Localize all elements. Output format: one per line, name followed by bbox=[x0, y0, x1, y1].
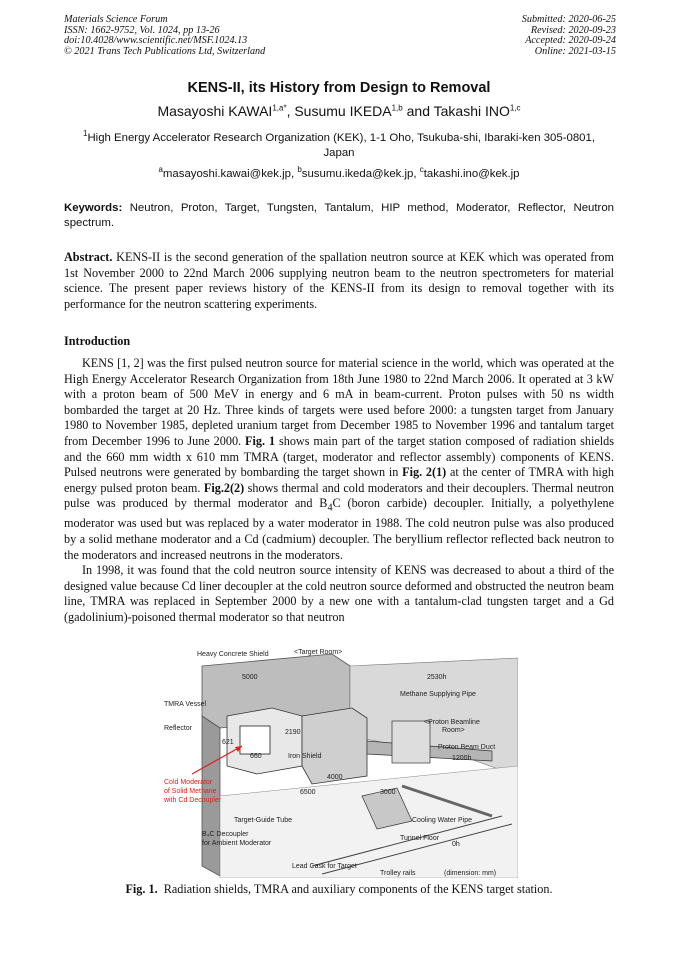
author-sep: , bbox=[286, 103, 295, 119]
paper-title: KENS-II, its History from Design to Removal bbox=[187, 80, 491, 96]
keywords bbox=[64, 201, 614, 231]
label-dim-2530h: 2530h bbox=[427, 674, 447, 681]
label-cooling-pipe: Cooling Water Pipe bbox=[412, 817, 473, 824]
label-cold-moderator: Cold Moderator bbox=[164, 779, 213, 786]
label-dim-0h: 0h bbox=[452, 841, 460, 848]
label-b4c: B₄C Decoupler bbox=[202, 831, 249, 838]
email-sup: c bbox=[419, 165, 424, 175]
keywords-text: Neutron, Proton, Target, Tungsten, Tantalum, HIP method, Moderator, Reflector, Neutron spectrum. bbox=[64, 202, 614, 229]
author-sup: 1,c bbox=[509, 103, 521, 113]
author-sup: 1,b bbox=[391, 103, 403, 113]
abstract-text: KENS-II is the second generation of the spallation neutron source at KEK which was operated from 1st November 2000 to 22nd March 2006 supplying neutron beam to the neutron spectrometers for material science. The present paper reviews history of the KENS-II from its design to removal together with its performance for the neutron scattering experiments. bbox=[64, 250, 614, 311]
label-dim-5000: 5000 bbox=[242, 674, 258, 681]
section-heading: Introduction bbox=[64, 334, 131, 348]
intro-text-run: 4 bbox=[327, 502, 333, 514]
email-sep: , bbox=[413, 168, 420, 180]
figure-reference: Fig.2(2) bbox=[203, 480, 245, 495]
abstract bbox=[64, 250, 614, 312]
label-dim-3000: 3000 bbox=[380, 789, 396, 796]
intro-text-run: at the center of TMRA with high energy pulsed proton beam. bbox=[64, 465, 614, 495]
shield-side-shape bbox=[202, 716, 220, 876]
affiliation-text: High Energy Accelerator Research Organization (KEK), 1-1 Oho, Tsukuba-shi, Ibaraki-ken 305-0801, Japan bbox=[87, 132, 596, 159]
journal-copyright: © 2021 Trans Tech Publications Ltd, Switzerland bbox=[64, 45, 266, 57]
label-beamline-room: Room> bbox=[442, 727, 465, 734]
label-tunnel-floor: Tunnel Floor bbox=[400, 835, 440, 842]
target-station-diagram bbox=[162, 646, 518, 878]
label-methane-pipe: Methane Supplying Pipe bbox=[400, 691, 476, 698]
intro-text-run: In 1998, it was found that the cold neutron source intensity of KENS was decreased to about a third of the designed value because Cd liner decoupler at the cold neutron source deformed and obstructed the neutron beam line, TMRA was replaced in September 2000 by a new one with a tantalum-clad tungsten target and a Gd (gadolinium)-poisoned thermal moderator so that neutron bbox=[64, 563, 614, 624]
intro-paragraph bbox=[64, 563, 614, 625]
label-lead-cask: Lead Cask for Target bbox=[292, 863, 357, 870]
intro-text-run: shows thermal and cold moderators and their decouplers. Thermal neutron pulse was produced by thermal moderator and B bbox=[64, 480, 614, 511]
author-name: Masayoshi KAWAI bbox=[157, 103, 273, 119]
author-name: Takashi INO bbox=[433, 103, 510, 119]
date-online: Online: 2021-03-15 bbox=[534, 45, 616, 57]
author-name: Susumu IKEDA bbox=[294, 103, 392, 119]
label-b4c: for Ambient Moderator bbox=[202, 840, 272, 847]
reflector-shape bbox=[240, 726, 270, 754]
affiliation-sup: 1 bbox=[82, 129, 88, 139]
figure-1 bbox=[162, 646, 518, 878]
label-heavy-concrete: Heavy Concrete Shield bbox=[197, 651, 269, 658]
iron-shield-shape bbox=[302, 708, 367, 784]
author-list bbox=[0, 103, 678, 119]
date-revised: Revised: 2020-09-23 bbox=[530, 24, 616, 36]
label-guide-tube: Target-Guide Tube bbox=[234, 817, 292, 824]
label-dim-6500: 6500 bbox=[300, 789, 316, 796]
email-sep: , bbox=[290, 168, 298, 180]
email-list bbox=[0, 165, 678, 180]
label-dimension: (dimension: mm) bbox=[444, 870, 497, 877]
submission-dates bbox=[522, 15, 616, 57]
email-link[interactable]: susumu.ikeda@kek.jp bbox=[301, 168, 414, 180]
figure-caption bbox=[0, 882, 678, 897]
journal-doi: doi:10.4028/www.scientific.net/MSF.1024.13 bbox=[64, 35, 248, 47]
label-tmra-vessel: TMRA Vessel bbox=[164, 701, 207, 708]
affiliation bbox=[80, 131, 598, 160]
journal-info bbox=[64, 15, 265, 57]
label-iron-shield: Iron Shield bbox=[288, 753, 322, 760]
label-dim-4000: 4000 bbox=[327, 774, 343, 781]
label-reflector: Reflector bbox=[164, 725, 193, 732]
intro-text-run: KENS [1, 2] was the first pulsed neutron source for material science in the world, which was operated at the High Energy Accelerator Research Organization from 18th June 1980 to 22nd March 2006. It operated at 3 kW with a proton beam of 500 MeV in energy and 6 mA in beam-current. Proton pulses with 50 ns width bombarded the target at 20 Hz. Three kinds of targets were used before 2000: a tungsten target from January 1980 to November 1985, depleted uranium target from December 1985 to November 1996 and tantalum target from December 1996 to June 2000. bbox=[64, 356, 614, 448]
email-link[interactable]: masayoshi.kawai@kek.jp bbox=[162, 168, 291, 180]
label-dim-2190: 2190 bbox=[285, 729, 301, 736]
label-cold-moderator: with Cd Decoupler bbox=[164, 797, 222, 804]
date-accepted: Accepted: 2020-09-24 bbox=[525, 35, 616, 47]
label-dim-660: 660 bbox=[250, 753, 262, 760]
intro-text-run: C (boron carbide) decoupler. Initially, a polyethylene moderator was used but was replaced by a water moderator in 1988. The cold neutron pulse was also produced by a solid methane moderator and a Cd (cadmium) decoupler. The beryllium reflector reflected back neutron to the moderators and increased neutrons in the moderators. bbox=[64, 496, 614, 562]
label-target-room: <Target Room> bbox=[294, 649, 343, 656]
figure-reference: Fig. 2(1) bbox=[402, 465, 447, 480]
email-sup: b bbox=[297, 165, 302, 175]
figure-reference: Fig. 1 bbox=[245, 433, 276, 448]
date-submitted: Submitted: 2020-06-25 bbox=[521, 14, 616, 25]
caption-label: Fig. 1. bbox=[125, 882, 158, 896]
label-cold-moderator: of Solid Methane bbox=[164, 788, 217, 795]
introduction-body bbox=[64, 356, 614, 626]
email-sup: a bbox=[158, 165, 163, 175]
abstract-label: Abstract. bbox=[64, 250, 113, 264]
author-sep: and bbox=[402, 103, 434, 119]
author-sup: 1,a* bbox=[272, 103, 287, 113]
intro-paragraph bbox=[64, 356, 614, 563]
label-dim-621: 621 bbox=[222, 739, 234, 746]
journal-name: Materials Science Forum bbox=[64, 14, 168, 25]
label-dim-1200h: 1200h bbox=[452, 755, 472, 762]
journal-issn: ISSN: 1662-9752, Vol. 1024, pp 13-26 bbox=[64, 24, 220, 36]
email-link[interactable]: takashi.ino@kek.jp bbox=[423, 168, 520, 180]
intro-text-run: shows main part of the target station composed of radiation shields and the 660 mm width x 610 mm TMRA (target, moderator and reflector assembly) components of KENS. Pulsed neutrons were generated by bombarding the target shown in bbox=[64, 433, 614, 480]
label-beamline-room: <Proton Beamline bbox=[424, 719, 480, 726]
caption-text: Radiation shields, TMRA and auxiliary components of the KENS target station. bbox=[163, 882, 553, 896]
label-trolley-rails: Trolley rails bbox=[380, 870, 416, 877]
label-proton-duct: Proton Beam Duct bbox=[438, 744, 496, 751]
methane-unit-shape bbox=[392, 721, 430, 763]
keywords-label: Keywords: bbox=[64, 202, 123, 214]
